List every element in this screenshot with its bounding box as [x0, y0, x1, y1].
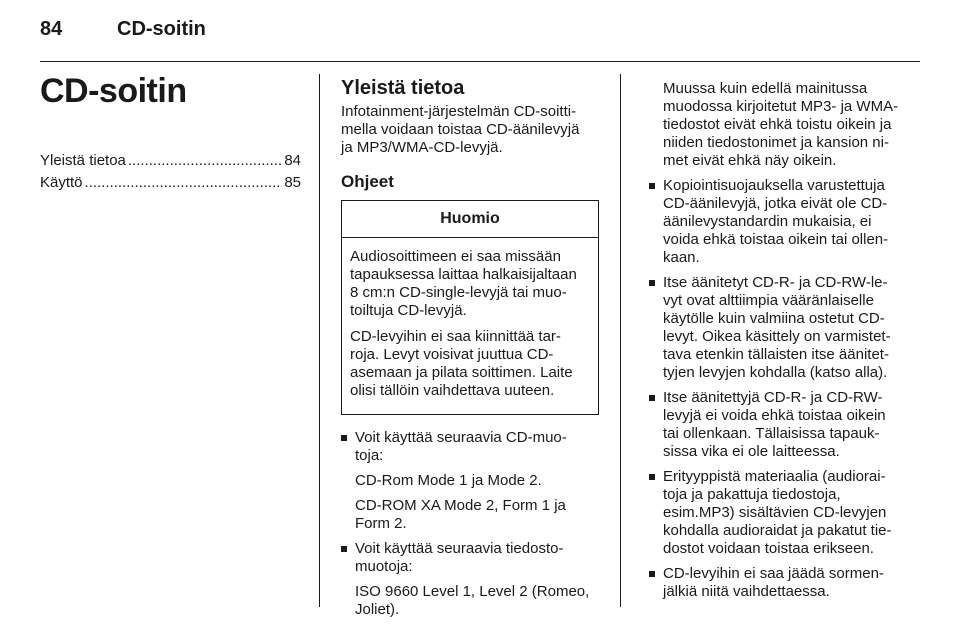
bullet-square-icon: [649, 395, 655, 401]
running-header-title: CD-soitin: [117, 18, 206, 40]
toc-leader-dots: [85, 172, 283, 194]
toc-entry-yleista-tietoa[interactable]: [40, 150, 301, 172]
toc-entry-kaytto[interactable]: [40, 172, 301, 194]
list-item: Itse äänitetyt CD-R- ja CD-RW-le- vyt ovat alttiimpia vääränlaiselle käytölle kuin valmiina ostetut CD- levyt. Oikea käsittely on varmistet- tava etenkin tällaisten itse äänitet- tyjen levyjen kohdalla (katso alla).: [649, 274, 907, 382]
toc-entry-label: Käyttö: [40, 174, 83, 191]
bullet-square-icon: [649, 183, 655, 189]
toc-entry-page: 84: [284, 152, 301, 169]
notice-paragraph: CD-levyihin ei saa kiinnittää tar- roja. Levyt voisivat juuttua CD- asemaan ja pilata soittimen. Laite olisi tällöin vaihdettava uuteen.: [350, 328, 573, 399]
bullet-square-icon: [649, 280, 655, 286]
notice-body: [342, 238, 598, 414]
list-subitem: ISO 9660 Level 1, Level 2 (Romeo, Joliet).: [355, 583, 590, 618]
list-item: Itse äänitettyjä CD-R- ja CD-RW- levyjä ei voida ehkä toistaa oikein tai ollenkaan. Tällaisissa tapauk- sissa vika ei ole laitteessa.: [649, 389, 907, 461]
column-middle: [341, 76, 603, 619]
list-item: Voit käyttää seuraavia tiedosto- muotoja:: [341, 540, 603, 576]
header-rule: [40, 61, 920, 62]
bullet-square-icon: [341, 546, 347, 552]
list-subitem: CD-ROM XA Mode 2, Form 1 ja Form 2.: [355, 497, 566, 532]
toc-entry-label: Yleistä tietoa: [40, 152, 126, 169]
toc-leader-dots: [128, 150, 282, 172]
column-divider-2: [620, 74, 621, 607]
bullet-square-icon: [649, 571, 655, 577]
list-item: Kopiointisuojauksella varustettuja CD-äänilevyjä, jotka eivät ole CD- äänilevystandardin mukaisia, ei voida ehkä toistaa oikein tai ollen- kaan.: [649, 177, 907, 267]
list-subitem: CD-Rom Mode 1 ja Mode 2.: [355, 472, 542, 489]
column-right: [649, 80, 907, 601]
list-item: Voit käyttää seuraavia CD-muo- toja:: [341, 429, 603, 465]
page-number: 84: [40, 18, 63, 40]
notice-title: Huomio: [342, 201, 598, 238]
list-item: CD-levyihin ei saa jäädä sormen- jälkiä niitä vaihdettaessa.: [649, 565, 907, 601]
section-title: Yleistä tietoa: [341, 77, 465, 99]
toc-entry-page: 85: [284, 174, 301, 191]
column-divider-1: [319, 74, 320, 607]
continuation-paragraph: Muussa kuin edellä mainitussa muodossa kirjoitetut MP3- ja WMA- tiedostot eivät ehkä toistu oikein ja niiden tiedostonimet ja kansion ni- met eivät ehkä näy oikein.: [663, 80, 899, 169]
section-intro: Infotainment-järjestelmän CD-soitti- mella voidaan toistaa CD-äänilevyjä ja MP3/WMA-CD-levyjä.: [341, 103, 580, 156]
table-of-contents: [40, 150, 301, 194]
bullet-square-icon: [649, 474, 655, 480]
chapter-title: CD-soitin: [40, 72, 187, 110]
notice-box: [341, 200, 599, 415]
subheading-ohjeet: Ohjeet: [341, 172, 394, 191]
list-item: Erityyppistä materiaalia (audiorai- toja ja pakattuja tiedostoja, esim.MP3) sisältävien CD-levyjen kohdalla audioraidat ja pakatut tie- dostot voidaan toistaa erikseen.: [649, 468, 907, 558]
notice-paragraph: Audiosoittimeen ei saa missään tapauksessa laittaa halkaisijaltaan 8 cm:n CD-single-levyjä tai muo- toiltuja CD-levyjä.: [350, 248, 577, 319]
bullet-square-icon: [341, 435, 347, 441]
